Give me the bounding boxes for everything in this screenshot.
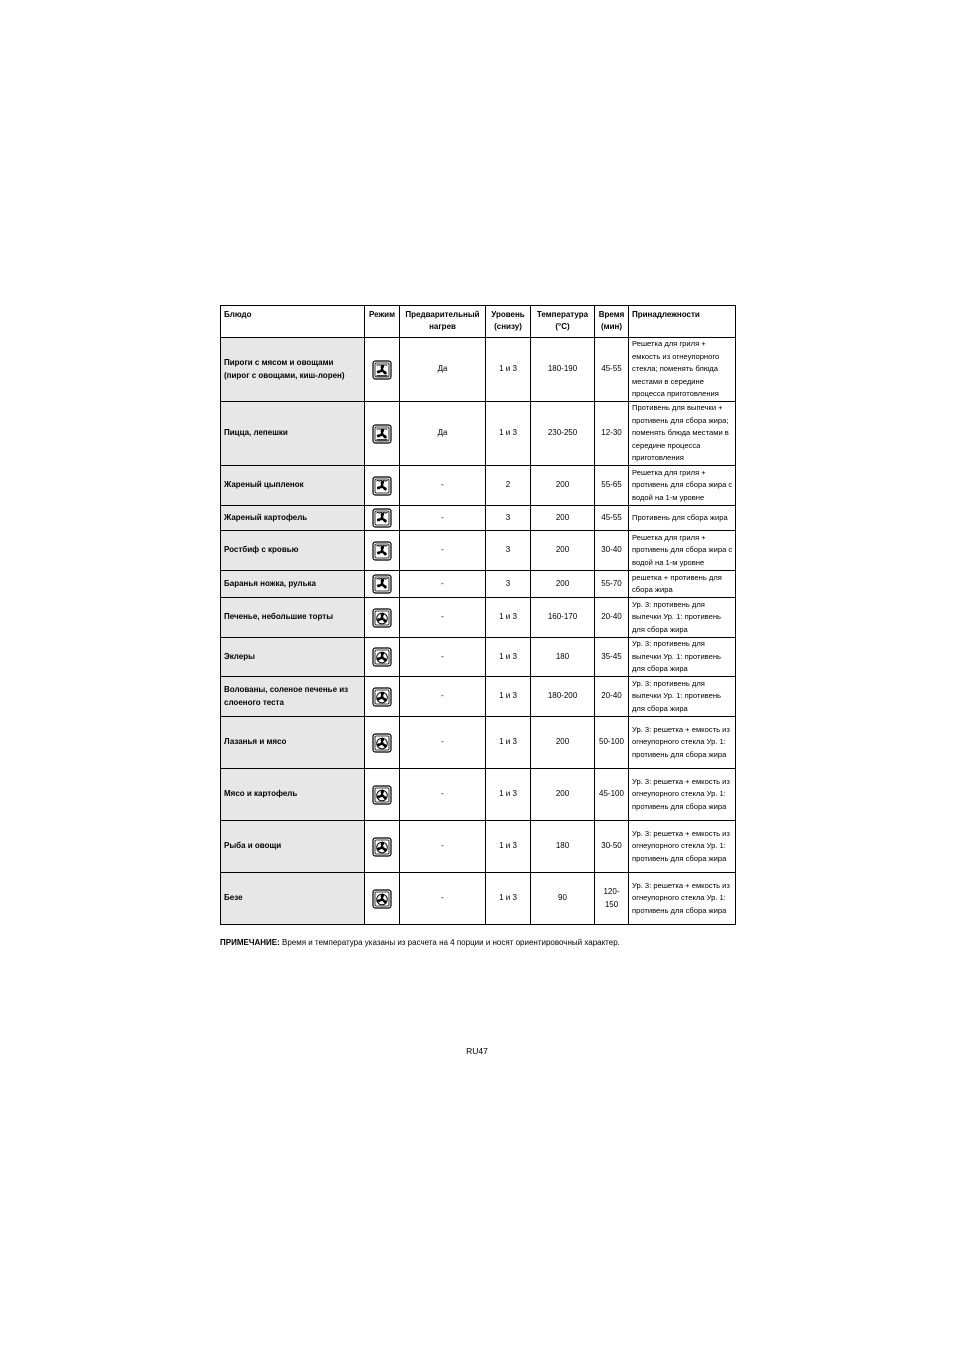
cell-mode bbox=[365, 531, 400, 571]
cell-level: 1 и 3 bbox=[486, 769, 531, 821]
cell-time: 45-100 bbox=[595, 769, 629, 821]
cell-time: 30-50 bbox=[595, 821, 629, 873]
cell-level: 1 и 3 bbox=[486, 402, 531, 466]
cell-preheat: - bbox=[400, 873, 486, 925]
cell-dish: Рыба и овощи bbox=[221, 821, 365, 873]
cell-preheat: - bbox=[400, 717, 486, 769]
table-row bbox=[221, 873, 736, 925]
page-number: RU47 bbox=[466, 1046, 488, 1056]
cell-mode bbox=[365, 506, 400, 531]
convection-fan-icon bbox=[372, 837, 392, 857]
cell-level: 1 и 3 bbox=[486, 638, 531, 677]
cell-accessories: Ур. 3: противень для выпечки Ур. 1: противень для сбора жира bbox=[629, 638, 736, 677]
cell-accessories: Противень для сбора жира bbox=[629, 506, 736, 531]
cooking-table bbox=[220, 305, 736, 925]
cell-time: 30-40 bbox=[595, 531, 629, 571]
cell-preheat: Да bbox=[400, 402, 486, 466]
convection-fan-icon bbox=[372, 733, 392, 753]
cell-level: 2 bbox=[486, 466, 531, 506]
cell-time: 45-55 bbox=[595, 338, 629, 402]
cell-dish: Жареный картофель bbox=[221, 506, 365, 531]
table-row bbox=[221, 506, 736, 531]
cell-time: 20-40 bbox=[595, 677, 629, 717]
cell-preheat: - bbox=[400, 531, 486, 571]
cell-time: 55-70 bbox=[595, 571, 629, 598]
cell-temperature: 160-170 bbox=[531, 598, 595, 638]
table-row bbox=[221, 531, 736, 571]
cell-temperature: 180 bbox=[531, 821, 595, 873]
cell-temperature: 200 bbox=[531, 506, 595, 531]
cell-dish: Лазанья и мясо bbox=[221, 717, 365, 769]
cell-preheat: - bbox=[400, 466, 486, 506]
note-label: ПРИМЕЧАНИЕ: bbox=[220, 938, 280, 947]
note-text: Время и температура указаны из расчета на 4 порции и носят ориентировочный характер. bbox=[279, 938, 620, 947]
cell-time: 20-40 bbox=[595, 598, 629, 638]
cell-dish: Жареный цыпленок bbox=[221, 466, 365, 506]
header-dish: Блюдо bbox=[221, 306, 365, 338]
cell-preheat: - bbox=[400, 506, 486, 531]
cell-temperature: 90 bbox=[531, 873, 595, 925]
cell-accessories: Ур. 3: решетка + емкость из огнеупорного стекла Ур. 1: противень для сбора жира bbox=[629, 821, 736, 873]
cell-accessories: Ур. 3: решетка + емкость из огнеупорного стекла Ур. 1: противень для сбора жира bbox=[629, 717, 736, 769]
header-temperature: Температура (°C) bbox=[531, 306, 595, 338]
header-time: Время (мин) bbox=[595, 306, 629, 338]
cell-mode bbox=[365, 769, 400, 821]
cell-dish: Волованы, соленое печенье из слоеного теста bbox=[221, 677, 365, 717]
grill-fan-icon bbox=[372, 508, 392, 528]
cell-mode bbox=[365, 571, 400, 598]
cell-dish: Безе bbox=[221, 873, 365, 925]
cell-mode bbox=[365, 821, 400, 873]
cell-mode bbox=[365, 402, 400, 466]
table-row bbox=[221, 466, 736, 506]
cell-temperature: 200 bbox=[531, 466, 595, 506]
cell-time: 35-45 bbox=[595, 638, 629, 677]
grill-fan-icon bbox=[372, 574, 392, 594]
cell-preheat: - bbox=[400, 769, 486, 821]
cell-temperature: 200 bbox=[531, 571, 595, 598]
note bbox=[220, 937, 740, 949]
cooking-table-container bbox=[220, 305, 735, 925]
grill-fan-icon bbox=[372, 541, 392, 561]
cell-accessories: решетка + противень для сбора жира bbox=[629, 571, 736, 598]
cell-time: 12-30 bbox=[595, 402, 629, 466]
cell-level: 1 и 3 bbox=[486, 598, 531, 638]
cell-level: 1 и 3 bbox=[486, 717, 531, 769]
convection-fan-icon bbox=[372, 608, 392, 628]
cell-temperature: 200 bbox=[531, 717, 595, 769]
grill-fan-icon bbox=[372, 476, 392, 496]
cell-dish: Баранья ножка, рулька bbox=[221, 571, 365, 598]
convection-fan-icon bbox=[372, 687, 392, 707]
cell-level: 1 и 3 bbox=[486, 338, 531, 402]
cell-accessories: Противень для выпечки + противень для сбора жира; поменять блюда местами в середине процесса приготовления bbox=[629, 402, 736, 466]
header-level: Уровень (снизу) bbox=[486, 306, 531, 338]
cell-dish: Мясо и картофель bbox=[221, 769, 365, 821]
cell-temperature: 200 bbox=[531, 531, 595, 571]
table-row bbox=[221, 717, 736, 769]
cell-preheat: - bbox=[400, 821, 486, 873]
cell-level: 1 и 3 bbox=[486, 821, 531, 873]
cell-accessories: Ур. 3: решетка + емкость из огнеупорного стекла Ур. 1: противень для сбора жира bbox=[629, 873, 736, 925]
cell-accessories: Решетка для гриля + противень для сбора жира с водой на 1-м уровне bbox=[629, 531, 736, 571]
cell-temperature: 180 bbox=[531, 638, 595, 677]
convection-fan-icon bbox=[372, 785, 392, 805]
cell-mode bbox=[365, 717, 400, 769]
cell-level: 3 bbox=[486, 506, 531, 531]
cell-accessories: Ур. 3: решетка + емкость из огнеупорного стекла Ур. 1: противень для сбора жира bbox=[629, 769, 736, 821]
table-header-row bbox=[221, 306, 736, 338]
cell-dish: Пироги с мясом и овощами (пирог с овощами, киш-лорен) bbox=[221, 338, 365, 402]
cell-level: 3 bbox=[486, 531, 531, 571]
cell-mode bbox=[365, 598, 400, 638]
table-row bbox=[221, 677, 736, 717]
cell-accessories: Ур. 3: противень для выпечки Ур. 1: противень для сбора жира bbox=[629, 598, 736, 638]
header-mode: Режим bbox=[365, 306, 400, 338]
cell-preheat: - bbox=[400, 677, 486, 717]
cell-temperature: 200 bbox=[531, 769, 595, 821]
bottom-heat-fan-icon bbox=[372, 424, 392, 444]
table-row bbox=[221, 821, 736, 873]
cell-mode bbox=[365, 873, 400, 925]
cell-time: 120-150 bbox=[595, 873, 629, 925]
cell-mode bbox=[365, 466, 400, 506]
table-row bbox=[221, 638, 736, 677]
cell-accessories: Решетка для гриля + емкость из огнеупорного стекла; поменять блюда местами в середине процесса приготовления bbox=[629, 338, 736, 402]
convection-fan-icon bbox=[372, 889, 392, 909]
bottom-heat-fan-icon bbox=[372, 360, 392, 380]
table-row bbox=[221, 598, 736, 638]
cell-mode bbox=[365, 338, 400, 402]
cell-dish: Пицца, лепешки bbox=[221, 402, 365, 466]
cell-level: 3 bbox=[486, 571, 531, 598]
cell-preheat: - bbox=[400, 571, 486, 598]
cell-mode bbox=[365, 677, 400, 717]
cell-level: 1 и 3 bbox=[486, 873, 531, 925]
cell-dish: Эклеры bbox=[221, 638, 365, 677]
cell-temperature: 180-200 bbox=[531, 677, 595, 717]
cell-temperature: 180-190 bbox=[531, 338, 595, 402]
cell-accessories: Решетка для гриля + противень для сбора жира с водой на 1-м уровне bbox=[629, 466, 736, 506]
cell-time: 55-65 bbox=[595, 466, 629, 506]
cell-dish: Печенье, небольшие торты bbox=[221, 598, 365, 638]
cell-level: 1 и 3 bbox=[486, 677, 531, 717]
table-row bbox=[221, 338, 736, 402]
cell-dish: Ростбиф с кровью bbox=[221, 531, 365, 571]
table-body bbox=[221, 338, 736, 925]
cell-mode bbox=[365, 638, 400, 677]
cell-time: 45-55 bbox=[595, 506, 629, 531]
cell-accessories: Ур. 3: противень для выпечки Ур. 1: противень для сбора жира bbox=[629, 677, 736, 717]
cell-preheat: - bbox=[400, 598, 486, 638]
cell-preheat: - bbox=[400, 638, 486, 677]
table-row bbox=[221, 571, 736, 598]
table-row bbox=[221, 402, 736, 466]
cell-time: 50-100 bbox=[595, 717, 629, 769]
cell-temperature: 230-250 bbox=[531, 402, 595, 466]
header-accessories: Принадлежности bbox=[629, 306, 736, 338]
cell-preheat: Да bbox=[400, 338, 486, 402]
header-preheat: Предварительный нагрев bbox=[400, 306, 486, 338]
convection-fan-icon bbox=[372, 647, 392, 667]
table-row bbox=[221, 769, 736, 821]
